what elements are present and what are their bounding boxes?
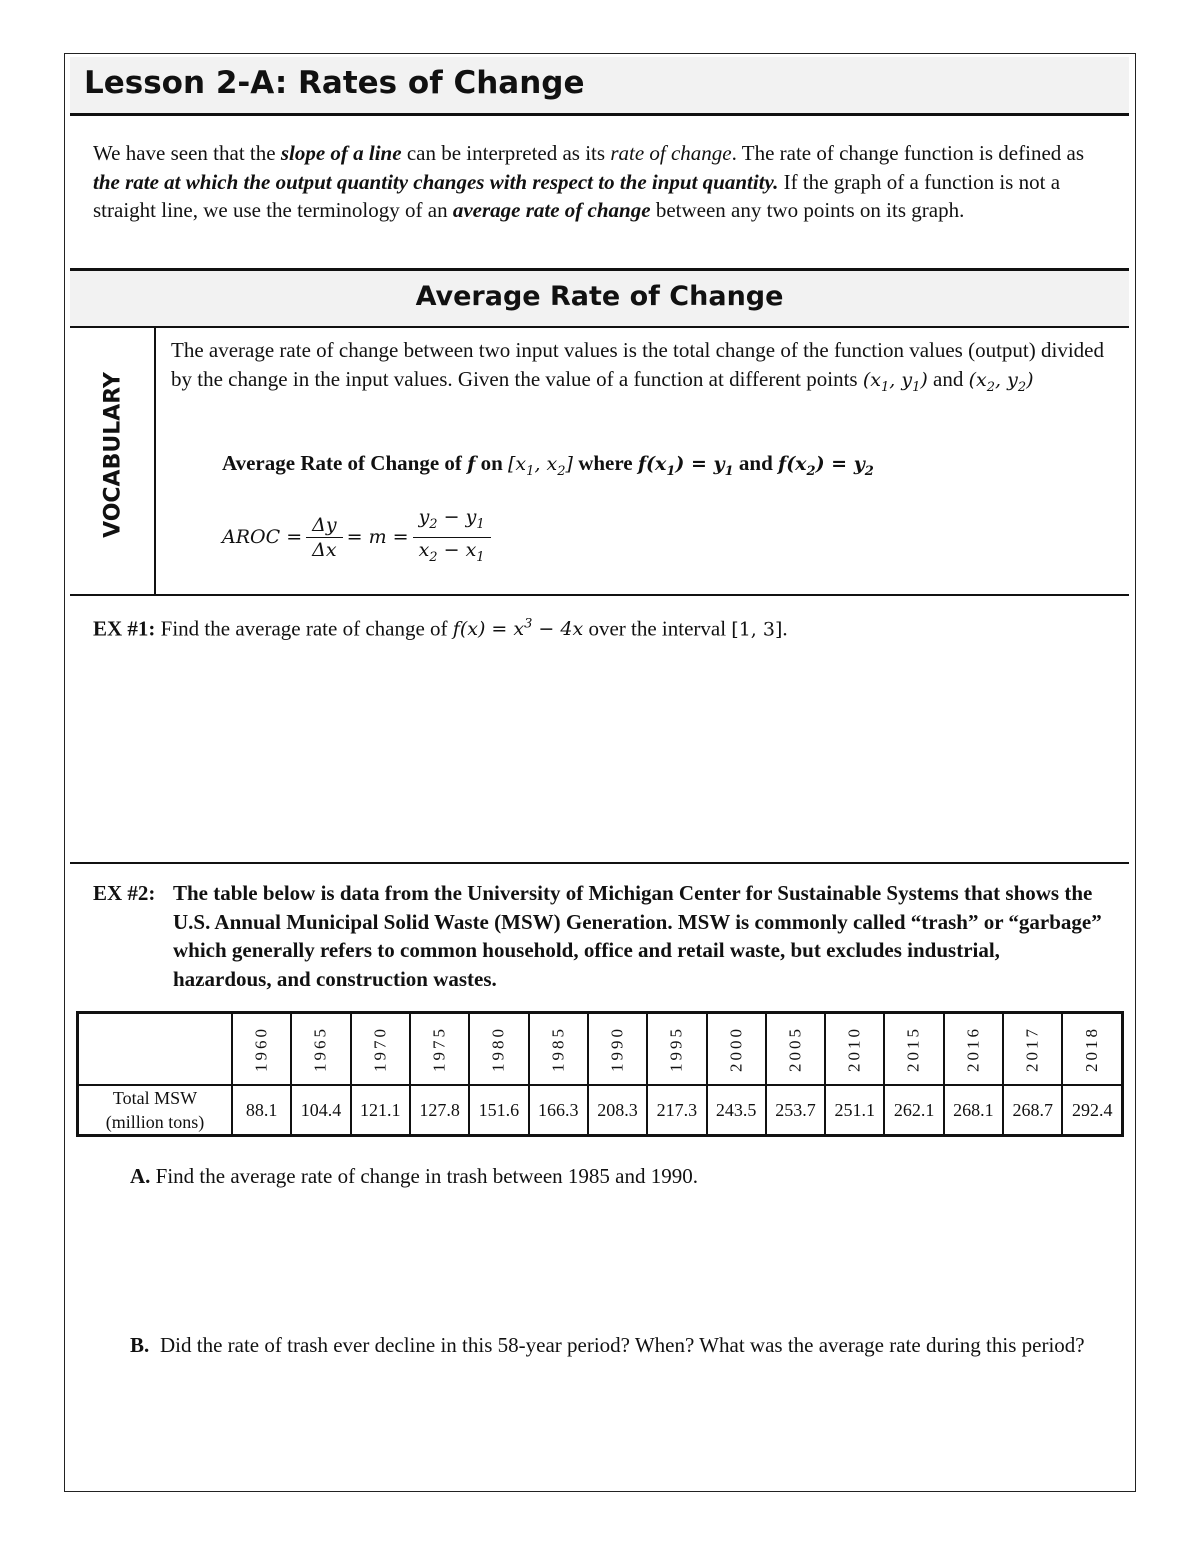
intro-text: between any two points on its graph. (650, 198, 965, 222)
section-band (70, 271, 1129, 326)
year-header (944, 1013, 1003, 1086)
year-header (588, 1013, 647, 1086)
msw-value: 217.3 (647, 1085, 706, 1136)
ex1-text: over the interval (583, 616, 732, 641)
ex2-label (93, 879, 155, 908)
year-label: 1965 (310, 1026, 330, 1072)
table-row (78, 1085, 1123, 1136)
qa-label: A. (130, 1164, 151, 1188)
year-header (469, 1013, 528, 1086)
divider (70, 326, 1129, 328)
msw-value: 268.7 (1003, 1085, 1062, 1136)
msw-table (76, 1011, 1124, 1137)
year-label: 1960 (251, 1026, 271, 1072)
msw-value: 292.4 (1062, 1085, 1122, 1136)
ex1-text: Find the average rate of change of (155, 616, 453, 641)
year-label: 2018 (1082, 1026, 1102, 1072)
def-text: where (572, 451, 638, 475)
year-label: 2010 (844, 1026, 864, 1072)
aroc-formula: AROC = $\frac{\Delta y}{\Delta x}$ = m = $\frac{y_2 - y_1}{x_2 - x_1}$ (222, 505, 495, 570)
intro-definition: the rate at which the output quantity changes with respect to the input quantity. (93, 169, 779, 194)
msw-value: 208.3 (588, 1085, 647, 1136)
example-1: EX #1: Find the average rate of change of $f(x) = x^3 - 4x$ over the interval [1, 3]. (93, 616, 788, 641)
year-label: 1990 (607, 1026, 627, 1072)
msw-value: 243.5 (707, 1085, 766, 1136)
year-label: 2015 (904, 1026, 924, 1072)
vocab-text: and (927, 366, 969, 391)
vocab-definition: The average rate of change between two input values is the total change of the function values (output) divided by the change in the input values. Given the value of a function at different points ($x_1$, $y_1$) and ($x_2$, $y_2$) (171, 338, 1105, 395)
msw-value: 104.4 (291, 1085, 350, 1136)
divider (70, 113, 1129, 116)
year-label: 2017 (1022, 1026, 1042, 1072)
qb-label: B. (130, 1333, 150, 1357)
intro-term-rate: rate of change (610, 141, 732, 165)
intro-paragraph (93, 139, 1103, 225)
intro-text: . The rate of change function is defined as (731, 141, 1085, 165)
def-text: Average Rate of Change of (222, 451, 468, 475)
year-label: 2000 (726, 1026, 746, 1072)
question-b-label (130, 1331, 149, 1360)
section-title: Average Rate of Change (415, 281, 784, 312)
year-label: 2005 (785, 1026, 805, 1072)
year-label: 1980 (488, 1026, 508, 1072)
year-header (884, 1013, 943, 1086)
intro-text: We have seen that the (93, 141, 281, 165)
ex2-label-text: EX #2: (93, 881, 156, 905)
year-header (410, 1013, 469, 1086)
question-a (130, 1162, 698, 1191)
def-text: and (733, 451, 779, 475)
year-header (766, 1013, 825, 1086)
divider (70, 594, 1129, 596)
year-label: 1985 (548, 1026, 568, 1072)
year-label: 1995 (666, 1026, 686, 1072)
msw-value: 251.1 (825, 1085, 884, 1136)
year-header (647, 1013, 706, 1086)
year-header (1003, 1013, 1062, 1086)
ex1-label: EX #1: (93, 616, 156, 641)
divider (70, 862, 1129, 864)
row-label (78, 1085, 233, 1136)
title-band (70, 57, 1129, 114)
table-header-row (78, 1013, 1123, 1086)
aroc-definition: Average Rate of Change of f on [$x_1$, $x_2$] where $f(x_1) = y_1$ and $f(x_2) = y_2$ (222, 451, 874, 479)
year-header (232, 1013, 291, 1086)
empty-cell (78, 1013, 233, 1086)
row-label-2: (million tons) (105, 1112, 205, 1132)
vocab-divider (154, 327, 156, 595)
slope-symbol: m (368, 526, 387, 549)
aroc-symbol: AROC (222, 526, 281, 549)
year-header (529, 1013, 588, 1086)
msw-value: 268.1 (944, 1085, 1003, 1136)
year-header (707, 1013, 766, 1086)
msw-value: 253.7 (766, 1085, 825, 1136)
intro-term-average: average rate of change (452, 198, 651, 222)
def-text: on (475, 451, 509, 475)
msw-value: 166.3 (529, 1085, 588, 1136)
intro-text: can be interpreted as its (401, 141, 611, 165)
msw-value: 88.1 (232, 1085, 291, 1136)
year-label: 2016 (963, 1026, 983, 1072)
year-header (291, 1013, 350, 1086)
intro-text: If the graph of a function is not a straight line, we use the terminology of an (93, 169, 1061, 222)
row-label-1: Total MSW (112, 1088, 198, 1108)
year-header (1062, 1013, 1122, 1086)
vocab-label: VOCABULARY (100, 372, 126, 538)
page-title: Lesson 2-A: Rates of Change (84, 65, 585, 101)
msw-value: 151.6 (469, 1085, 528, 1136)
year-label: 1975 (429, 1026, 449, 1072)
vocab-text: The average rate of change between two input values is the total change of the function values (output) divided by the change in the input values. Given the value of a function at different points (171, 338, 1105, 391)
qa-text: Find the average rate of change in trash between 1985 and 1990. (155, 1164, 698, 1188)
msw-value: 127.8 (410, 1085, 469, 1136)
msw-value: 262.1 (884, 1085, 943, 1136)
intro-term-slope: slope of a line (280, 141, 402, 165)
question-b: Did the rate of trash ever decline in this 58-year period? When? What was the average rate during this period? (160, 1333, 1085, 1357)
msw-value: 121.1 (351, 1085, 410, 1136)
year-label: 1970 (370, 1026, 390, 1072)
ex2-text: The table below is data from the University of Michigan Center for Sustainable Systems that shows the U.S. Annual Municipal Solid Waste (MSW) Generation. MSW is commonly called “trash” or “garbage” which generally refers to common household, office and retail waste, but excludes industrial, hazardous, and construction wastes. (173, 881, 1102, 991)
year-header (825, 1013, 884, 1086)
year-header (351, 1013, 410, 1086)
